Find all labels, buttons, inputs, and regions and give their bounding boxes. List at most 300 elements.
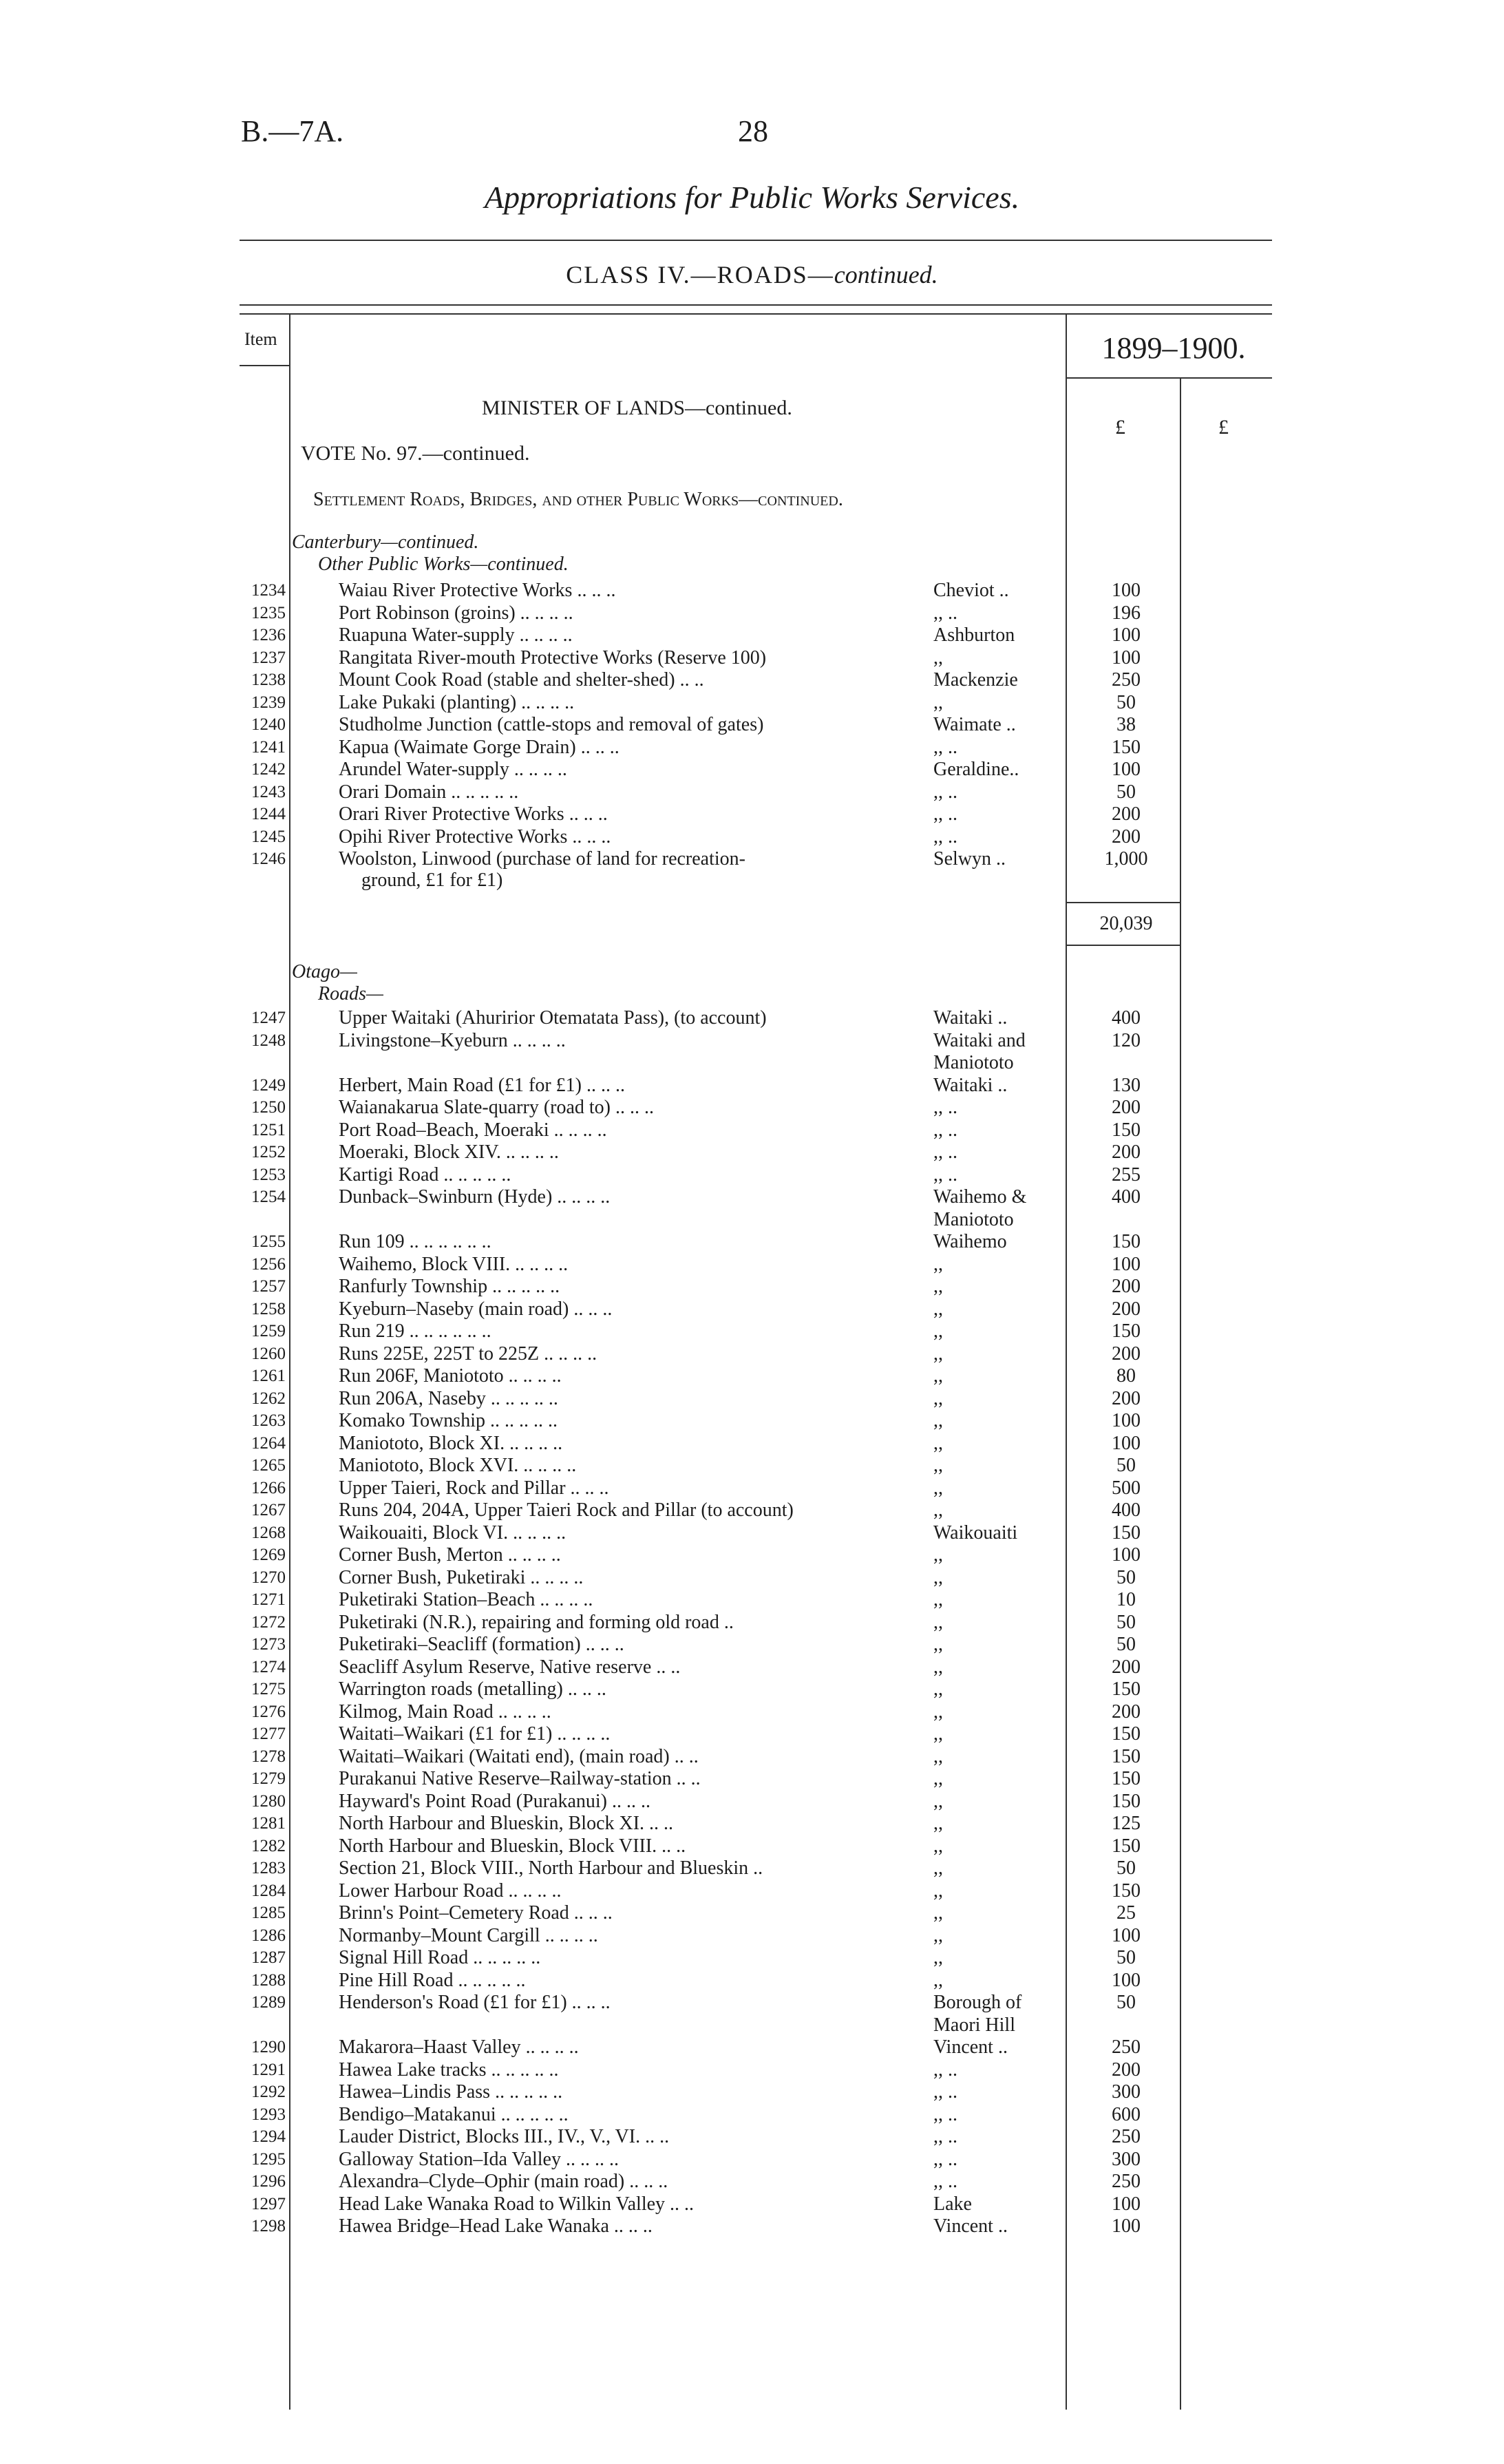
item-description: Seacliff Asylum Reserve, Native reserve .. .. [339,1656,681,1678]
item-district: ,, [933,1790,943,1812]
item-amount: 200 [1112,1342,1141,1365]
item-district: Selwyn .. [933,848,1006,870]
item-amount: 100 [1112,759,1141,780]
item-district: Waihemo & [933,1186,1027,1208]
table-row [0,2193,1504,2215]
item-number: 1279 [251,1769,286,1788]
item-description: Makarora–Haast Valley .. .. .. .. [339,2036,579,2058]
item-district: ,, [933,1298,943,1320]
item-district: ,, [933,1634,943,1655]
item-number: 1259 [251,1322,286,1340]
item-number: 1280 [251,1791,286,1811]
item-district: ,, [933,1365,943,1387]
item-description: Signal Hill Road .. .. .. .. .. [339,1947,541,1968]
table-row [0,1276,1504,1298]
item-amount: 250 [1112,2036,1141,2058]
item-description: Kyeburn–Naseby (main road) .. .. .. [339,1298,613,1320]
item-number: 1297 [251,2194,286,2213]
table-row [0,1499,1504,1521]
item-district: ,, [933,1320,943,1342]
table-row [0,826,1504,848]
table-row [0,1522,1504,1544]
page-number: 28 [738,114,768,148]
item-number: 1257 [251,1277,286,1296]
otago-subheading: Roads— [318,983,383,1004]
item-number: 1282 [251,1836,286,1855]
canterbury-subheading: Other Public Works—continued. [318,554,569,575]
settlement-heading: Settlement Roads, Bridges, and other Public Works—continued. [313,489,843,510]
item-number: 1296 [251,2172,286,2191]
item-amount: 200 [1112,825,1141,847]
item-number: 1275 [251,1680,286,1698]
item-amount: 300 [1112,2148,1141,2170]
item-number: 1260 [251,1344,286,1363]
item-description: Galloway Station–Ida Valley .. .. .. .. [339,2148,619,2170]
item-number: 1263 [251,1411,286,1430]
item-district: Waimate .. [933,714,1016,735]
item-number: 1240 [251,715,286,734]
item-description: Herbert, Main Road (£1 for £1) .. .. .. [339,1074,626,1096]
item-amount: 150 [1112,1768,1141,1789]
item-number: 1293 [251,2105,286,2124]
item-amount: 130 [1112,1074,1141,1096]
item-district: ,, [933,1745,943,1767]
table-row [0,1030,1504,1052]
item-header-rule [240,365,289,366]
item-number: 1239 [251,693,286,712]
item-amount: 250 [1112,2126,1141,2147]
item-district: ,, [933,1342,943,1365]
item-district: ,, [933,1455,943,1476]
item-district: ,, [933,1857,943,1879]
item-number: 1294 [251,2127,286,2146]
item-amount: 50 [1116,691,1136,713]
item-description: Waianakarua Slate-quarry (road to) .. .. .. [339,1097,654,1118]
page-title: Appropriations for Public Works Services. [484,180,1020,215]
item-amount: 50 [1116,1992,1136,2013]
item-description: Puketiraki–Seacliff (formation) .. .. .. [339,1634,624,1655]
item-number: 1270 [251,1568,286,1587]
item-description: Studholme Junction (cattle-stops and removal of gates) [339,714,764,735]
table-row [0,1119,1504,1141]
item-amount: 50 [1116,781,1136,803]
item-number: 1237 [251,648,286,667]
table-row [0,1902,1504,1924]
item-amount: 500 [1112,1477,1141,1499]
item-amount: 150 [1112,1790,1141,1812]
item-amount: 200 [1112,1298,1141,1320]
table-row [0,714,1504,736]
item-number: 1256 [251,1254,286,1274]
item-district: ,, .. [933,2171,957,2192]
item-description: Normanby–Mount Cargill .. .. .. .. [339,1924,598,1946]
class-title: CLASS IV.—ROADS—continued. [566,261,938,288]
item-district: ,, [933,1276,943,1297]
table-row [0,1141,1504,1163]
table-row [0,1544,1504,1566]
table-row [0,1970,1504,1992]
table-row [0,1723,1504,1745]
item-amount: 400 [1112,1007,1141,1029]
item-district: ,, [933,1432,943,1454]
item-description: Upper Waitaki (Ahuririor Otematata Pass), (to account) [339,1007,767,1029]
item-amount: 100 [1112,2215,1141,2237]
item-number: 1276 [251,1702,286,1721]
table-row [0,2059,1504,2081]
table-row [0,1813,1504,1835]
item-district: ,, [933,1656,943,1678]
document-reference: B.—7A. [241,114,344,148]
item-amount: 80 [1116,1365,1136,1387]
item-amount: 50 [1116,1857,1136,1879]
item-description: Waiau River Protective Works .. .. .. [339,580,616,601]
class-rule [240,304,1272,306]
table-row [0,1589,1504,1611]
item-amount: 400 [1112,1186,1141,1208]
item-description: Brinn's Point–Cemetery Road .. .. .. [339,1902,613,1924]
item-number: 1274 [251,1657,286,1676]
table-row [0,1947,1504,1969]
item-description: Woolston, Linwood (purchase of land for recreation- [339,848,745,870]
item-description: North Harbour and Blueskin, Block VIII. .. .. [339,1835,686,1857]
item-district: ,, .. [933,2103,957,2125]
item-amount: 150 [1112,1320,1141,1342]
item-amount: 100 [1112,1410,1141,1431]
table-row [0,1433,1504,1455]
table-row [0,1925,1504,1947]
item-description: Hawea Bridge–Head Lake Wanaka .. .. .. [339,2215,653,2237]
item-number: 1249 [251,1075,286,1095]
item-amount: 200 [1112,1276,1141,1297]
item-district: Ashburton [933,624,1015,646]
item-description: Moeraki, Block XIV. .. .. .. .. [339,1141,559,1163]
item-description: Upper Taieri, Rock and Pillar .. .. .. [339,1477,609,1499]
item-district: ,, .. [933,781,957,803]
item-description: Orari River Protective Works .. .. .. [339,803,608,825]
item-amount: 50 [1116,1611,1136,1633]
item-district: ,, [933,1879,943,1902]
year-header-rule [1066,377,1272,379]
item-district: ,, [933,646,943,668]
item-number: 1262 [251,1389,286,1408]
item-number: 1284 [251,1881,286,1900]
item-description: Livingstone–Kyeburn .. .. .. .. [339,1029,566,1051]
item-description: North Harbour and Blueskin, Block XI. .. .. [339,1813,674,1834]
item-district: ,, [933,1589,943,1610]
table-row [0,1791,1504,1813]
item-amount: 25 [1116,1902,1136,1924]
item-number: 1272 [251,1612,286,1632]
item-amount: 1,000 [1104,848,1148,870]
item-number: 1250 [251,1098,286,1117]
table-row [0,1186,1504,1208]
table-row [0,1388,1504,1410]
item-number: 1247 [251,1009,286,1027]
item-amount: 300 [1112,2081,1141,2103]
item-number: 1269 [251,1546,286,1564]
item-description: Pine Hill Road .. .. .. .. .. [339,1969,526,1991]
item-number: 1292 [251,2083,286,2101]
item-description: Run 206F, Maniototo .. .. .. .. [339,1365,562,1387]
table-row [0,1477,1504,1499]
item-description: Waitati–Waikari (Waitati end), (main road) .. .. [339,1745,699,1767]
item-district: ,, .. [933,825,957,847]
item-description: Runs 204, 204A, Upper Taieri Rock and Pillar (to account) [339,1499,794,1521]
item-number: 1252 [251,1143,286,1161]
item-district: Vincent .. [933,2036,1008,2058]
item-description: Runs 225E, 225T to 225Z .. .. .. .. [339,1342,597,1365]
item-district: ,, .. [933,736,957,758]
table-row [0,1701,1504,1723]
class-title-suffix: continued. [834,261,938,288]
item-district: ,, [933,1947,943,1968]
item-description: Bendigo–Matakanui .. .. .. .. .. [339,2103,569,2125]
item-number: 1234 [251,581,286,600]
item-number: 1253 [251,1165,286,1184]
item-number: 1236 [251,626,286,644]
item-number: 1287 [251,1948,286,1967]
table-row [0,1254,1504,1276]
canterbury-total: 20,039 [1099,913,1153,934]
item-number: 1251 [251,1120,286,1139]
item-amount: 100 [1112,1253,1141,1275]
item-number: 1298 [251,2217,286,2235]
item-amount: 50 [1116,1566,1136,1588]
item-number: 1265 [251,1456,286,1475]
item-description: Corner Bush, Merton .. .. .. .. [339,1544,561,1566]
table-row [0,580,1504,602]
item-number: 1289 [251,1993,286,2012]
item-amount: 250 [1112,2171,1141,2192]
item-district: ,, .. [933,1163,957,1186]
item-amount: 125 [1112,1813,1141,1834]
item-district: ,, .. [933,2081,957,2103]
item-number: 1283 [251,1859,286,1877]
item-district: Cheviot .. [933,580,1009,601]
item-amount: 150 [1112,736,1141,758]
item-district: ,, [933,1566,943,1588]
item-description: Kapua (Waimate Gorge Drain) .. .. .. [339,736,619,758]
item-district: ,, [933,1723,943,1745]
item-district: ,, [933,1410,943,1431]
item-description: Dunback–Swinburn (Hyde) .. .. .. .. [339,1186,611,1208]
item-description: Ranfurly Township .. .. .. .. .. [339,1276,560,1297]
item-number: 1281 [251,1814,286,1833]
item-district: ,, .. [933,2126,957,2147]
pound-sign-2: £ [1218,416,1229,439]
table-row [0,2149,1504,2171]
item-description: Run 219 .. .. .. .. .. .. [339,1320,491,1342]
item-description: Corner Bush, Puketiraki .. .. .. .. [339,1566,584,1588]
item-amount: 200 [1112,2058,1141,2081]
item-district: ,, .. [933,1097,957,1118]
item-amount: 38 [1116,714,1136,735]
table-row [0,2215,1504,2237]
item-district: Lake [933,2193,972,2215]
item-description: Puketiraki (N.R.), repairing and forming old road .. [339,1611,734,1633]
item-description: Purakanui Native Reserve–Railway-station .. .. [339,1768,701,1789]
item-number: 1258 [251,1299,286,1318]
item-number: 1268 [251,1523,286,1542]
item-amount: 100 [1112,580,1141,601]
item-number: 1295 [251,2149,286,2169]
item-district: ,, .. [933,602,957,624]
item-amount: 150 [1112,1521,1141,1544]
item-district: ,, .. [933,1119,957,1141]
item-amount: 100 [1112,1969,1141,1991]
item-number: 1278 [251,1747,286,1766]
table-row [0,1768,1504,1790]
item-amount: 200 [1112,803,1141,825]
table-row [0,803,1504,825]
table-row [0,1075,1504,1097]
item-amount: 255 [1112,1163,1141,1186]
item-amount: 150 [1112,1879,1141,1902]
item-amount: 600 [1112,2103,1141,2125]
item-number: 1288 [251,1970,286,1990]
pound-sign-1: £ [1115,416,1125,439]
item-amount: 50 [1116,1947,1136,1968]
item-district: ,, [933,1924,943,1946]
district-continuation: Maniototo [933,1052,1014,1073]
table-row [0,1612,1504,1634]
item-district: ,, .. [933,2058,957,2081]
item-number: 1264 [251,1433,286,1453]
item-district: ,, [933,1813,943,1834]
item-district: ,, [933,1477,943,1499]
table-row [0,1164,1504,1186]
table-row [0,1097,1504,1119]
row-continuation: ground, £1 for £1) [361,870,503,891]
item-district: ,, [933,691,943,713]
item-amount: 150 [1112,1231,1141,1252]
item-amount: 50 [1116,1634,1136,1655]
item-district: Waitaki .. [933,1074,1008,1096]
item-district: Mackenzie [933,669,1018,691]
canterbury-heading: Canterbury—continued. [292,531,479,553]
year-header: 1899–1900. [1101,331,1246,365]
table-row [0,1455,1504,1477]
item-description: Waihemo, Block VIII. .. .. .. .. [339,1253,569,1275]
item-description: Run 206A, Naseby .. .. .. .. .. [339,1387,558,1409]
table-row [0,737,1504,759]
table-row [0,848,1504,870]
item-description: Hawea Lake tracks .. .. .. .. .. [339,2058,559,2081]
table-row [0,1007,1504,1029]
item-amount: 100 [1112,646,1141,668]
item-district: ,, .. [933,803,957,825]
item-amount: 400 [1112,1499,1141,1521]
subtotal-rule-bottom [1066,945,1180,946]
table-row [0,1634,1504,1656]
item-description: Hayward's Point Road (Purakanui) .. .. .. [339,1790,650,1812]
table-row [0,1320,1504,1342]
item-number: 1242 [251,760,286,779]
item-amount: 150 [1112,1835,1141,1857]
item-amount: 100 [1112,1544,1141,1566]
item-number: 1277 [251,1725,286,1743]
item-number: 1248 [251,1031,286,1050]
item-district: ,, [933,1678,943,1700]
table-row [0,2171,1504,2193]
item-amount: 10 [1116,1589,1136,1610]
minister-heading: MINISTER OF LANDS—continued. [482,397,792,419]
district-continuation: Maori Hill [933,2014,1015,2036]
item-description: Section 21, Block VIII., North Harbour and Blueskin .. [339,1857,763,1879]
item-number: 1255 [251,1232,286,1251]
table-top-rule [240,313,1272,315]
item-amount: 200 [1112,1656,1141,1678]
item-description: Kartigi Road .. .. .. .. .. [339,1163,511,1186]
item-district: ,, [933,1611,943,1633]
item-amount: 100 [1112,2193,1141,2215]
item-description: Lower Harbour Road .. .. .. .. [339,1879,562,1902]
item-description: Warrington roads (metalling) .. .. .. [339,1678,606,1700]
item-number: 1290 [251,2038,286,2056]
table-row [0,781,1504,803]
item-amount: 200 [1112,1387,1141,1409]
item-description: Lauder District, Blocks III., IV., V., VI. .. .. [339,2126,670,2147]
table-row [0,624,1504,646]
item-description: Port Robinson (groins) .. .. .. .. [339,602,573,624]
item-amount: 100 [1112,1924,1141,1946]
table-row [0,2126,1504,2148]
item-number: 1285 [251,1904,286,1922]
item-number: 1267 [251,1501,286,1519]
item-district: ,, [933,1835,943,1857]
item-description: Lake Pukaki (planting) .. .. .. .. [339,691,575,713]
item-district: ,, [933,1700,943,1723]
vote-label: VOTE No. 97.—continued. [301,442,530,465]
item-number: 1244 [251,805,286,823]
item-number: 1273 [251,1635,286,1654]
item-amount: 196 [1112,602,1141,624]
item-description: Waikouaiti, Block VI. .. .. .. .. [339,1521,566,1544]
table-row [0,1343,1504,1365]
item-amount: 200 [1112,1141,1141,1163]
item-description: Arundel Water-supply .. .. .. .. [339,759,567,780]
item-number: 1254 [251,1188,286,1206]
item-number: 1266 [251,1478,286,1497]
item-district: ,, .. [933,1141,957,1163]
item-number: 1241 [251,737,286,757]
table-row [0,1835,1504,1857]
item-district: ,, [933,1969,943,1991]
item-district: ,, [933,1544,943,1566]
item-description: Opihi River Protective Works .. .. .. [339,825,611,847]
table-row [0,2081,1504,2103]
item-district: ,, [933,1499,943,1521]
item-district: Waikouaiti [933,1521,1018,1544]
item-amount: 50 [1116,1455,1136,1476]
table-row [0,1678,1504,1700]
item-amount: 150 [1112,1119,1141,1141]
item-amount: 200 [1112,1700,1141,1723]
item-number: 1238 [251,671,286,689]
item-amount: 150 [1112,1745,1141,1767]
item-description: Run 109 .. .. .. .. .. .. [339,1231,491,1252]
item-description: Komako Township .. .. .. .. .. [339,1410,558,1431]
item-amount: 200 [1112,1097,1141,1118]
item-description: Mount Cook Road (stable and shelter-shed) .. .. [339,669,704,691]
item-amount: 150 [1112,1678,1141,1700]
item-amount: 100 [1112,624,1141,646]
item-amount: 150 [1112,1723,1141,1745]
table-row [0,647,1504,669]
item-column-header: Item [244,329,277,349]
otago-heading: Otago— [292,961,357,982]
item-district: ,, [933,1768,943,1789]
